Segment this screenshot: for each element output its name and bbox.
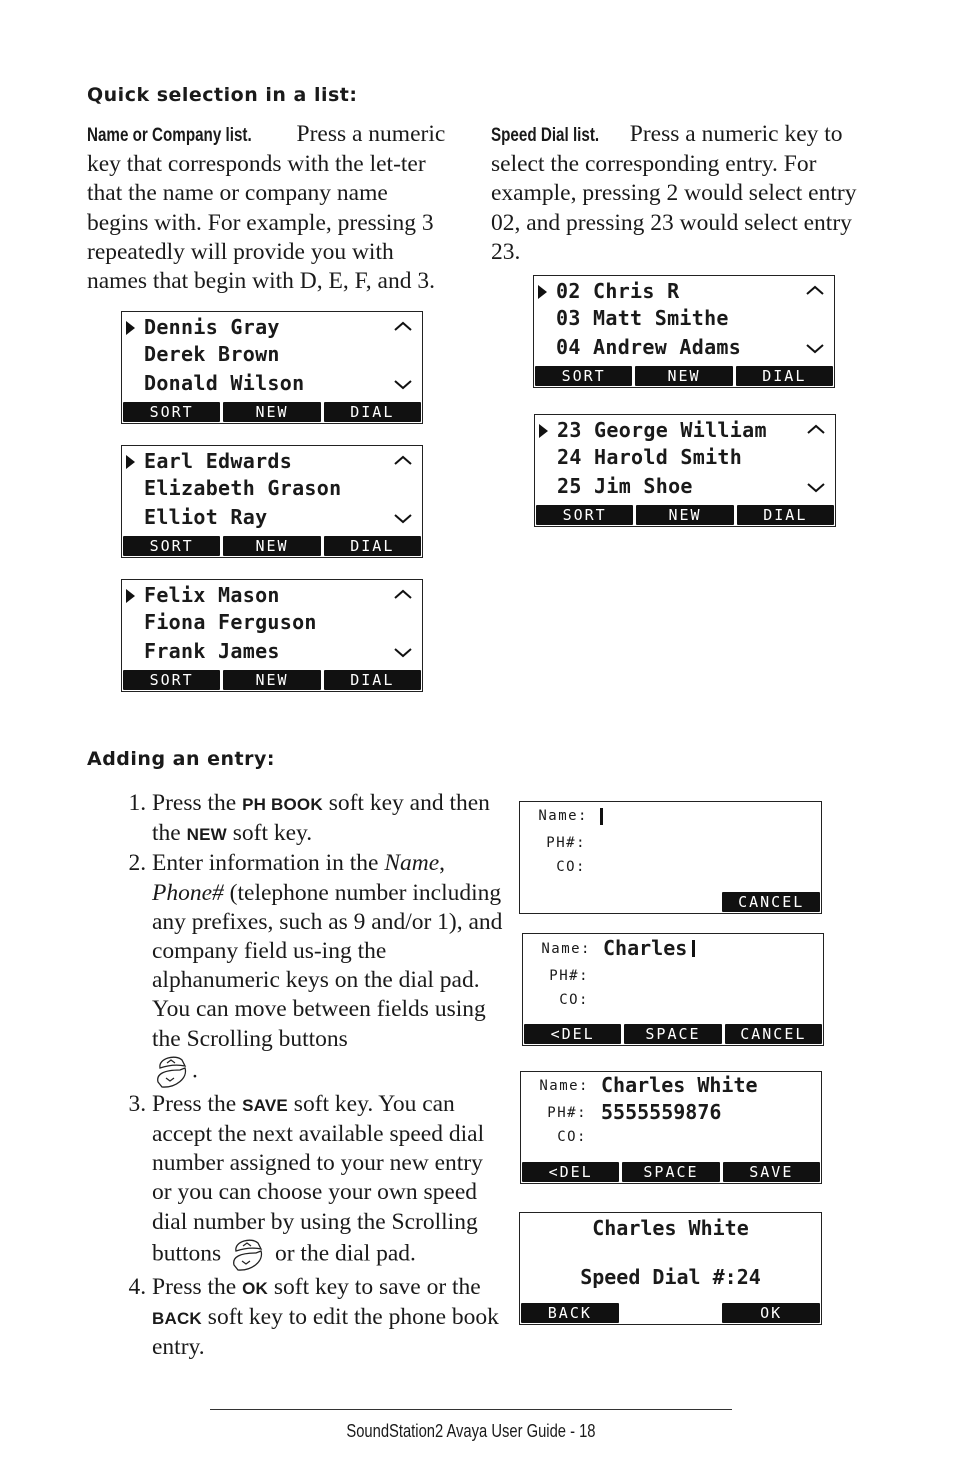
new-softkey[interactable]: NEW xyxy=(636,505,733,525)
steps-list xyxy=(120,789,507,1362)
chevron-up-icon xyxy=(394,455,412,465)
footer-divider xyxy=(210,1409,732,1410)
page-footer: SoundStation2 Avaya User Guide - 18 xyxy=(346,1421,596,1441)
softkey-bar xyxy=(524,1024,822,1044)
phone-field-label: PH#: xyxy=(549,968,589,984)
lcd-speed-list-02 xyxy=(533,275,835,388)
space-softkey[interactable]: SPACE xyxy=(624,1024,721,1044)
name-field-value: Charles xyxy=(603,936,695,960)
chevron-down-icon xyxy=(807,483,825,493)
list-item: 24 Harold Smith xyxy=(557,445,743,469)
list-item: 02 Chris R xyxy=(556,279,680,303)
new-softkey[interactable]: NEW xyxy=(223,670,320,690)
delete-softkey[interactable]: <DEL xyxy=(522,1162,619,1182)
sort-softkey[interactable]: SORT xyxy=(536,505,633,525)
company-field-label: CO: xyxy=(556,859,586,875)
confirm-name: Charles White xyxy=(592,1216,749,1240)
ok-key-label: OK xyxy=(242,1278,268,1298)
name-field-label: Name: xyxy=(541,941,591,957)
scroll-buttons-icon xyxy=(227,1237,269,1273)
step-3: 3. Press the SAVE soft key. You can accept the next available speed dial number assigned to your new entry or you can choose your own speed dial number by using the Scrolling buttons or the dial pad. xyxy=(152,1090,507,1273)
phone-field-value: 5555559876 xyxy=(601,1100,722,1124)
list-item: Frank James xyxy=(144,639,280,663)
confirm-speed-dial: Speed Dial #:24 xyxy=(580,1265,761,1289)
section-heading-quick-selection: Quick selection in a list: xyxy=(87,84,358,106)
lcd-new-entry-empty xyxy=(519,801,822,914)
softkey-bar xyxy=(123,536,421,556)
lcd-name-list-e xyxy=(121,445,423,558)
lcd-new-entry-name xyxy=(522,933,824,1046)
softkey-bar xyxy=(521,892,820,912)
ok-softkey[interactable]: OK xyxy=(722,1303,820,1323)
dial-softkey[interactable]: DIAL xyxy=(736,366,833,386)
sort-softkey[interactable]: SORT xyxy=(535,366,632,386)
sort-softkey[interactable]: SORT xyxy=(123,670,220,690)
list-item: Elizabeth Grason xyxy=(144,476,342,500)
cancel-softkey[interactable]: CANCEL xyxy=(725,1024,822,1044)
space-softkey[interactable]: SPACE xyxy=(622,1162,719,1182)
name-list-body: Press a numeric key that corresponds with the let-ter that the name or company name begins with. For example, pressing 3 repeatedly will provide you with names that begin with D, E, F, and 3. xyxy=(87,121,446,295)
name-list-paragraph xyxy=(87,120,447,296)
list-item: 03 Matt Smithe xyxy=(556,306,729,330)
new-softkey[interactable]: NEW xyxy=(635,366,732,386)
list-item: 23 George William xyxy=(557,418,767,442)
lcd-speed-dial-confirm xyxy=(519,1212,822,1325)
selection-arrow-icon xyxy=(539,424,548,438)
chevron-up-icon xyxy=(394,589,412,599)
chevron-down-icon xyxy=(806,344,824,354)
selection-arrow-icon xyxy=(126,455,135,469)
sort-softkey[interactable]: SORT xyxy=(123,402,220,422)
chevron-up-icon xyxy=(807,424,825,434)
softkey-bar xyxy=(123,670,421,690)
list-item: 04 Andrew Adams xyxy=(556,335,742,359)
speed-list-body: Press a numeric key to select the corresponding entry. For example, pressing 2 would select entry 02, and pressing 23 would select entry 23. xyxy=(491,121,857,265)
selection-arrow-icon xyxy=(126,589,135,603)
back-key-label: BACK xyxy=(152,1309,202,1329)
company-field-label: CO: xyxy=(559,992,589,1008)
list-item: Fiona Ferguson xyxy=(144,610,317,634)
name-field-label: Name: xyxy=(538,808,588,824)
list-item: Earl Edwards xyxy=(144,449,293,473)
name-field-value: Charles White xyxy=(601,1073,758,1097)
save-softkey[interactable]: SAVE xyxy=(723,1162,820,1182)
lcd-speed-list-23 xyxy=(534,414,836,527)
lcd-name-list-d xyxy=(121,311,423,424)
phone-field-label: PH#: xyxy=(546,835,586,851)
chevron-down-icon xyxy=(394,380,412,390)
cancel-softkey[interactable]: CANCEL xyxy=(722,892,820,912)
new-softkey[interactable]: NEW xyxy=(223,536,320,556)
chevron-up-icon xyxy=(806,285,824,295)
speed-list-lead: Speed Dial list. xyxy=(491,125,600,146)
list-item: Donald Wilson xyxy=(144,371,305,395)
chevron-up-icon xyxy=(394,321,412,331)
new-key-label: NEW xyxy=(186,825,227,845)
softkey-bar xyxy=(536,505,834,525)
dial-softkey[interactable]: DIAL xyxy=(324,402,421,422)
dial-softkey[interactable]: DIAL xyxy=(324,670,421,690)
speed-list-paragraph xyxy=(491,120,869,267)
dial-softkey[interactable]: DIAL xyxy=(324,536,421,556)
text-cursor xyxy=(692,940,695,957)
step-2: 2. Enter information in the Name, Phone# (telephone number including any prefixes, such as 9 and/or 1), and company field us-ing the alphanumeric keys on the dial pad. You can move between fields using the Scrolling buttons . xyxy=(152,849,507,1089)
phone-field-label: PH#: xyxy=(547,1105,587,1121)
step-4: 4. Press the OK soft key to save or the BACK soft key to edit the phone book entry. xyxy=(152,1273,507,1363)
chevron-down-icon xyxy=(394,648,412,658)
list-item: 25 Jim Shoe xyxy=(557,474,693,498)
delete-softkey[interactable]: <DEL xyxy=(524,1024,621,1044)
save-key-label: SAVE xyxy=(242,1095,288,1115)
lcd-new-entry-phone xyxy=(520,1071,822,1184)
selection-arrow-icon xyxy=(126,321,135,335)
ph-book-key-label: PH BOOK xyxy=(242,795,323,814)
back-softkey[interactable]: BACK xyxy=(521,1303,619,1323)
list-item: Derek Brown xyxy=(144,342,280,366)
sort-softkey[interactable]: SORT xyxy=(123,536,220,556)
step-1: 1. Press the PH BOOK soft key and then the NEW soft key. xyxy=(152,789,507,849)
softkey-bar xyxy=(535,366,833,386)
softkey-bar xyxy=(123,402,421,422)
list-item: Felix Mason xyxy=(144,583,280,607)
chevron-down-icon xyxy=(394,514,412,524)
list-item: Elliot Ray xyxy=(144,505,268,529)
scroll-buttons-icon xyxy=(152,1054,192,1090)
name-list-lead: Name or Company list. xyxy=(87,125,252,146)
text-cursor xyxy=(600,808,603,825)
softkey-bar xyxy=(521,1303,820,1323)
softkey-bar xyxy=(522,1162,820,1182)
list-item: Dennis Gray xyxy=(144,315,280,339)
section-heading-adding-entry: Adding an entry: xyxy=(87,748,275,770)
selection-arrow-icon xyxy=(538,285,547,299)
company-field-label: CO: xyxy=(557,1129,587,1145)
lcd-name-list-f xyxy=(121,579,423,692)
name-field-label: Name: xyxy=(539,1078,589,1094)
dial-softkey[interactable]: DIAL xyxy=(737,505,834,525)
new-softkey[interactable]: NEW xyxy=(223,402,320,422)
